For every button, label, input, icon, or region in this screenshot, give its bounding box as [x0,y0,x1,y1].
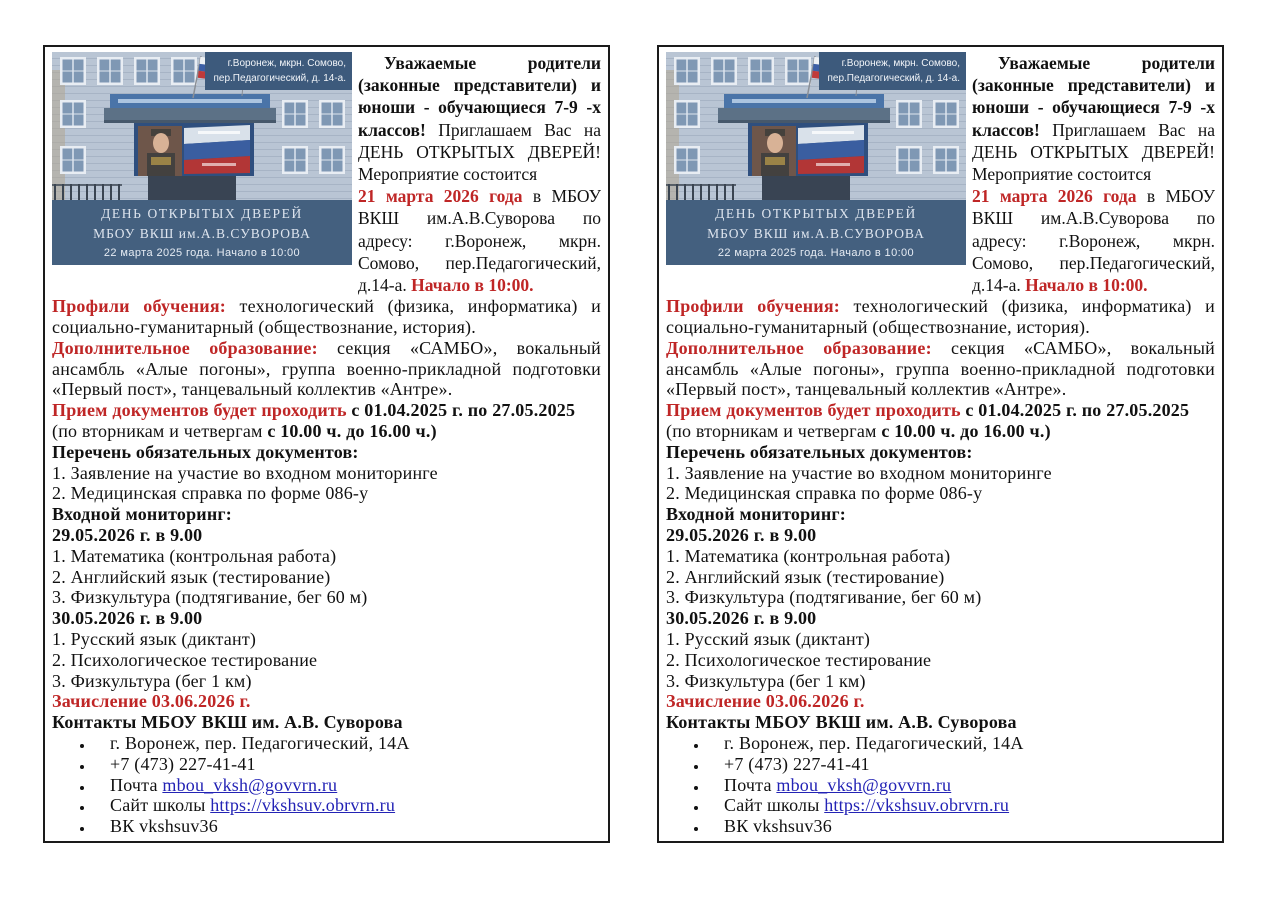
extra-education-line [666,338,1215,400]
email-link[interactable]: mbou_vksh@govvrn.ru [776,774,952,795]
contact-website [94,795,601,816]
intro-invite: Приглашаем Вас на ДЕНЬ ОТКРЫТЫХ ДВЕРЕЙ! Мероприятие состоится [358,119,601,185]
photo-address-label [205,52,352,90]
day1-item-1: 1. Математика (контрольная работа) [666,545,951,566]
school-photo [52,52,352,265]
intro-event-date: 21 марта 2026 года [358,186,523,207]
monitoring-day1-date: 29.05.2026 г. в 9.00 [666,525,817,545]
profiles-label: Профили обучения: [666,296,840,317]
email-link[interactable]: mbou_vksh@govvrn.ru [162,774,338,795]
required-docs-title: Перечень обязательных документов: [666,441,973,462]
monitoring-title: Входной мониторинг: [666,504,847,525]
extra-education-line [52,338,601,400]
admission-dates: с 01.04.2025 г. по 27.05.2025 [346,400,576,421]
doc-item-2: 2. Медицинская справка по форме 086-у [666,483,983,504]
day2-item-1: 1. Русский язык (диктант) [52,628,257,649]
monitoring-day2-date: 30.05.2026 г. в 9.00 [666,608,817,629]
contact-phone [708,754,1215,775]
day2-item-2: 2. Психологическое тестирование [666,649,932,670]
contact-email-label: Почта [724,774,777,795]
intro-lead: Уважаемые родители (законные представители) и юноши - обучающиеся 7-9 -х классов! [358,53,601,140]
contacts-title: Контакты МБОУ ВКШ им. А.В. Суворова [666,712,1017,733]
monitoring-day1-date: 29.05.2026 г. в 9.00 [52,525,203,545]
admission-line [666,400,1215,442]
photo-caption-title: ДЕНЬ ОТКРЫТЫХ ДВЕРЕЙ [101,205,303,221]
profiles-text: технологический (физика, информатика) и социально-гуманитарный (обществознание, история). [666,296,1215,338]
website-link[interactable]: https://vkshsuv.obrvrn.ru [824,795,1010,816]
photo-caption-school: МБОУ ВКШ им.А.В.СУВОРОВА [707,225,925,241]
intro-start-time: Начало в 10:00. [1025,275,1148,296]
school-photo [666,52,966,265]
contacts-title: Контакты МБОУ ВКШ им. А.В. Суворова [52,712,403,733]
contact-website-label: Сайт школы [724,795,825,816]
photo-address-line2: пер.Педагогический, д. 14-а. [213,73,346,84]
contact-email [708,775,1215,796]
contact-phone [94,754,601,775]
photo-address-line2: пер.Педагогический, д. 14-а. [827,73,960,84]
doc-item-1: 1. Заявление на участие во входном мониторинге [666,462,1052,483]
admission-label: Прием документов будет проходить [52,400,347,421]
entrance-banner [748,123,868,176]
contact-website-label: Сайт школы [110,795,211,816]
monitoring-title: Входной мониторинг: [52,504,233,525]
flyer-body [666,296,1215,837]
fence [52,184,122,200]
contact-address [708,733,1215,754]
intro-paragraph [972,52,1215,296]
admission-dates: с 01.04.2025 г. по 27.05.2025 [960,400,1190,421]
profiles-line [52,296,601,338]
admission-days: (по вторникам и четвергам [52,421,268,442]
contacts-list [666,733,1215,837]
flyer-right [657,45,1224,843]
intro-invite: Приглашаем Вас на ДЕНЬ ОТКРЫТЫХ ДВЕРЕЙ! Мероприятие состоится [972,119,1215,185]
intro-address: в МБОУ ВКШ им.А.В.Суворова по адресу: г.Воронеж, мкрн. Сомово, пер.Педагогический, д.14-а. [972,186,1215,296]
admission-label: Прием документов будет проходить [666,400,961,421]
intro-start-time: Начало в 10:00. [411,275,534,296]
contact-address-text: г. Воронеж, пер. Педагогический, 14А [110,732,410,753]
photo-caption-title: ДЕНЬ ОТКРЫТЫХ ДВЕРЕЙ [715,205,917,221]
contact-phone-text: +7 (473) 227-41-41 [110,753,256,774]
intro-lead: Уважаемые родители (законные представители) и юноши - обучающиеся 7-9 -х классов! [972,53,1215,140]
day1-item-2: 2. Английский язык (тестирование) [666,566,945,587]
profiles-text: технологический (физика, информатика) и социально-гуманитарный (обществознание, история). [52,296,601,338]
day1-item-3: 3. Физкультура (подтягивание, бег 60 м) [666,587,982,608]
flyer-top-row [52,52,601,296]
photo-caption-school: МБОУ ВКШ им.А.В.СУВОРОВА [93,225,311,241]
extra-education-text: секция «САМБО», вокальный ансамбль «Алые погоны», группа военно-прикладной подготовки «Первый пост», танцевальный коллектив «Антре». [666,337,1215,400]
day1-item-3: 3. Физкультура (подтягивание, бег 60 м) [52,587,368,608]
admission-hours: с 10.00 ч. до 16.00 ч.) [267,421,437,442]
doc-item-2: 2. Медицинская справка по форме 086-у [52,483,369,504]
doc-item-1: 1. Заявление на участие во входном мониторинге [52,462,438,483]
intro-address: в МБОУ ВКШ им.А.В.Суворова по адресу: г.Воронеж, мкрн. Сомово, пер.Педагогический, д.14-а. [358,186,601,296]
day2-item-2: 2. Психологическое тестирование [52,649,318,670]
day2-item-3: 3. Физкультура (бег 1 км) [666,670,866,691]
contact-phone-text: +7 (473) 227-41-41 [724,753,870,774]
admission-hours: с 10.00 ч. до 16.00 ч.) [881,421,1051,442]
enrollment-line: Зачисление 03.06.2026 г. [666,691,865,712]
entrance-banner [134,123,254,176]
extra-education-text: секция «САМБО», вокальный ансамбль «Алые погоны», группа военно-прикладной подготовки «Первый пост», танцевальный коллектив «Антре». [52,337,601,400]
photo-caption-band [666,200,966,265]
photo-caption-date: 22 марта 2025 года. Начало в 10:00 [717,246,915,259]
photo-caption-band [52,200,352,265]
contact-email [94,775,601,796]
day1-item-2: 2. Английский язык (тестирование) [52,566,331,587]
monitoring-day2-date: 30.05.2026 г. в 9.00 [52,608,203,629]
photo-address-line1: г.Воронеж, мкрн. Сомово, [841,58,960,69]
day2-item-1: 1. Русский язык (диктант) [666,628,871,649]
contact-website [708,795,1215,816]
flyer-body [52,296,601,837]
contact-vk [94,816,601,837]
contact-vk [708,816,1215,837]
intro-paragraph [358,52,601,296]
profiles-line [666,296,1215,338]
photo-address-line1: г.Воронеж, мкрн. Сомово, [227,58,346,69]
day1-item-1: 1. Математика (контрольная работа) [52,545,337,566]
contacts-list [52,733,601,837]
extra-education-label: Дополнительное образование: [52,337,318,358]
day2-item-3: 3. Физкультура (бег 1 км) [52,670,252,691]
extra-education-label: Дополнительное образование: [666,337,932,358]
website-link[interactable]: https://vkshsuv.obrvrn.ru [210,795,396,816]
required-docs-title: Перечень обязательных документов: [52,441,359,462]
admission-line [52,400,601,442]
flyer-top-row [666,52,1215,296]
intro-event-date: 21 марта 2026 года [972,186,1137,207]
profiles-label: Профили обучения: [52,296,226,317]
contact-email-label: Почта [110,774,163,795]
photo-caption-date: 22 марта 2025 года. Начало в 10:00 [103,246,301,259]
admission-days: (по вторникам и четвергам [666,421,882,442]
contact-address-text: г. Воронеж, пер. Педагогический, 14А [724,732,1024,753]
photo-address-label [819,52,966,90]
contact-vk-text: ВК vkshsuv36 [110,816,218,837]
flyer-left [43,45,610,843]
contact-address [94,733,601,754]
fence [666,184,736,200]
contact-vk-text: ВК vkshsuv36 [724,816,832,837]
enrollment-line: Зачисление 03.06.2026 г. [52,691,251,712]
flyers-row [43,45,1224,843]
